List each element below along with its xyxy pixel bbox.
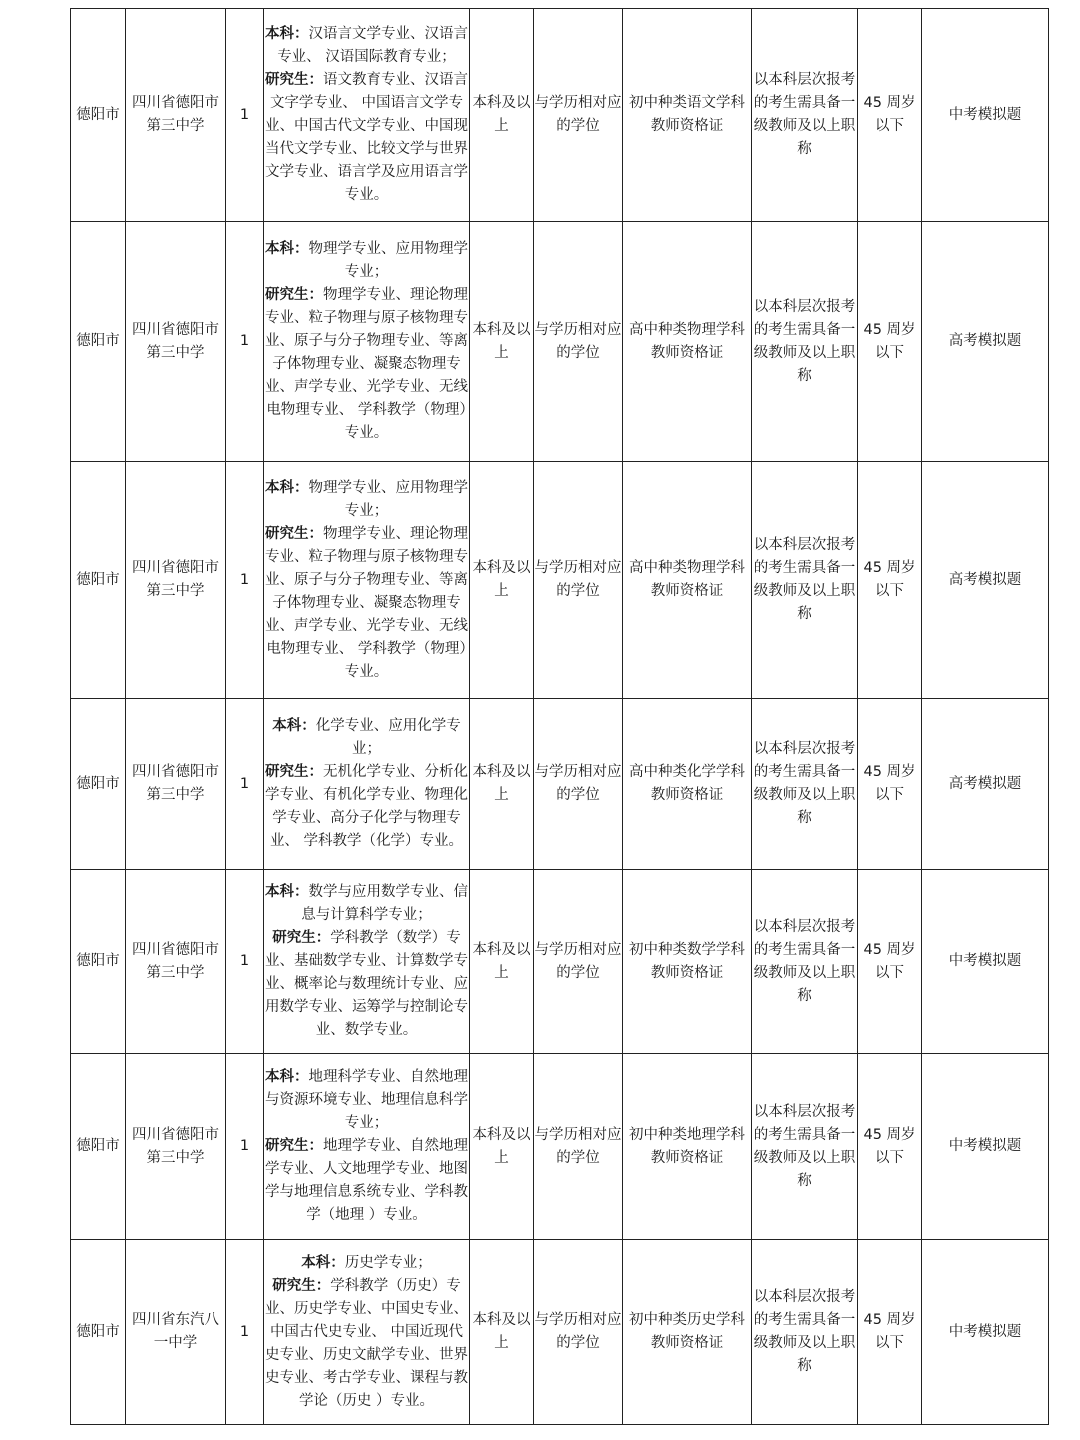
undergrad-label: 本科： (265, 241, 309, 257)
undergrad-majors (264, 715, 469, 761)
grad-label: 研究生： (265, 287, 323, 303)
education-cell: 本科及以上 (470, 462, 534, 699)
table-row (71, 222, 1049, 462)
count-cell: 1 (226, 9, 264, 222)
undergrad-majors (264, 238, 469, 284)
city-cell: 德阳市 (71, 1240, 126, 1425)
age-cell: 45 周岁以下 (858, 699, 922, 870)
recruitment-table (70, 8, 1049, 1425)
grad-majors (264, 927, 469, 1042)
education-cell: 本科及以上 (470, 1240, 534, 1425)
grad-label: 研究生： (272, 930, 331, 946)
grad-text: 地理学专业、自然地理学专业、人文地理学专业、地图学与地理信息系统专业、学科教学（地理 ）专业。 (265, 1138, 468, 1223)
exam-cell: 高考模拟题 (922, 222, 1049, 462)
age-cell: 45 周岁以下 (858, 462, 922, 699)
undergrad-label: 本科： (272, 718, 316, 734)
count-cell: 1 (226, 222, 264, 462)
requirement-cell: 以本科层次报考的考生需具备一级教师及以上职称 (752, 222, 858, 462)
table-row (71, 699, 1049, 870)
education-cell: 本科及以上 (470, 1054, 534, 1240)
exam-cell: 高考模拟题 (922, 462, 1049, 699)
grad-text: 学科教学（历史）专业、历史学专业、中国史专业、中国古代史专业、 中国近现代史专业、历史文献学专业、世界史专业、考古学专业、课程与教学论（历史 ）专业。 (265, 1277, 468, 1409)
grad-label: 研究生： (265, 525, 323, 542)
certificate-cell: 初中种类语文学科教师资格证 (623, 9, 752, 222)
education-cell: 本科及以上 (470, 699, 534, 870)
undergrad-majors (264, 881, 469, 927)
undergrad-text: 数学与应用数学专业、信息与计算科学专业； (301, 884, 468, 923)
count-cell: 1 (226, 462, 264, 699)
undergrad-majors (264, 1252, 469, 1275)
certificate-cell: 高中种类化学学科教师资格证 (623, 699, 752, 870)
grad-label: 研究生： (272, 1277, 331, 1294)
table-row (71, 1240, 1049, 1425)
major-cell (264, 462, 470, 699)
requirement-cell: 以本科层次报考的考生需具备一级教师及以上职称 (752, 870, 858, 1054)
education-cell: 本科及以上 (470, 870, 534, 1054)
grad-majors (264, 523, 469, 684)
table-row (71, 9, 1049, 222)
grad-majors (264, 1135, 469, 1227)
school-cell: 四川省德阳市第三中学 (126, 9, 226, 222)
undergrad-label: 本科： (265, 26, 309, 42)
undergrad-majors (264, 1066, 469, 1135)
grad-label: 研究生： (265, 72, 323, 88)
school-cell: 四川省德阳市第三中学 (126, 462, 226, 699)
undergrad-majors (264, 477, 469, 523)
count-cell: 1 (226, 870, 264, 1054)
undergrad-majors (264, 23, 469, 69)
city-cell: 德阳市 (71, 9, 126, 222)
requirement-cell: 以本科层次报考的考生需具备一级教师及以上职称 (752, 699, 858, 870)
grad-text: 物理学专业、理论物理专业、粒子物理与原子核物理专业、原子与分子物理专业、等离子体物理专业、凝聚态物理专业、声学专业、光学专业、无线电物理专业、 学科教学（物理）专业。 (265, 525, 468, 680)
count-cell: 1 (226, 699, 264, 870)
requirement-cell: 以本科层次报考的考生需具备一级教师及以上职称 (752, 462, 858, 699)
table-row (71, 462, 1049, 699)
undergrad-label: 本科： (265, 884, 309, 900)
grad-majors (264, 761, 469, 853)
grad-majors (264, 69, 469, 207)
grad-majors (264, 1275, 469, 1413)
grad-label: 研究生： (265, 764, 323, 780)
age-cell: 45 周岁以下 (858, 1054, 922, 1240)
age-cell: 45 周岁以下 (858, 222, 922, 462)
city-cell: 德阳市 (71, 699, 126, 870)
requirement-cell: 以本科层次报考的考生需具备一级教师及以上职称 (752, 1054, 858, 1240)
exam-cell: 中考模拟题 (922, 9, 1049, 222)
degree-cell: 与学历相对应的学位 (534, 1240, 623, 1425)
undergrad-text: 汉语言文学专业、汉语言专业、 汉语国际教育专业； (277, 26, 468, 65)
exam-cell: 中考模拟题 (922, 1054, 1049, 1240)
exam-cell: 高考模拟题 (922, 699, 1049, 870)
education-cell: 本科及以上 (470, 222, 534, 462)
grad-text: 学科教学（数学）专业、基础数学专业、计算数学专业、概率论与数理统计专业、应用数学专业、运筹学与控制论专业、数学专业。 (265, 930, 468, 1038)
degree-cell: 与学历相对应的学位 (534, 870, 623, 1054)
school-cell: 四川省东汽八一中学 (126, 1240, 226, 1425)
age-cell: 45 周岁以下 (858, 9, 922, 222)
school-cell: 四川省德阳市第三中学 (126, 222, 226, 462)
major-cell (264, 699, 470, 870)
degree-cell: 与学历相对应的学位 (534, 462, 623, 699)
undergrad-text: 物理学专业、应用物理学专业； (308, 241, 468, 280)
undergrad-text: 化学专业、应用化学专业； (315, 718, 461, 757)
grad-majors (264, 284, 469, 445)
grad-text: 语文教育专业、汉语言文字学专业、 中国语言文学专业、中国古代文学专业、中国现当代文学专业、比较文学与世界文学专业、语言学及应用语言学专业。 (265, 72, 468, 203)
undergrad-text: 历史学专业； (344, 1254, 432, 1271)
certificate-cell: 初中种类数学学科教师资格证 (623, 870, 752, 1054)
degree-cell: 与学历相对应的学位 (534, 699, 623, 870)
major-cell (264, 1054, 470, 1240)
education-cell: 本科及以上 (470, 9, 534, 222)
undergrad-label: 本科： (265, 1069, 309, 1085)
city-cell: 德阳市 (71, 870, 126, 1054)
recruitment-table-page (70, 8, 1048, 1425)
count-cell: 1 (226, 1240, 264, 1425)
certificate-cell: 高中种类物理学科教师资格证 (623, 462, 752, 699)
certificate-cell: 初中种类历史学科教师资格证 (623, 1240, 752, 1425)
major-cell (264, 1240, 470, 1425)
grad-label: 研究生： (265, 1138, 323, 1154)
degree-cell: 与学历相对应的学位 (534, 1054, 623, 1240)
undergrad-label: 本科： (301, 1254, 345, 1271)
exam-cell: 中考模拟题 (922, 870, 1049, 1054)
degree-cell: 与学历相对应的学位 (534, 222, 623, 462)
major-cell (264, 9, 470, 222)
city-cell: 德阳市 (71, 462, 126, 699)
major-cell (264, 870, 470, 1054)
grad-text: 无机化学专业、分析化学专业、有机化学专业、物理化学专业、高分子化学与物理专业、 学科教学（化学）专业。 (265, 764, 468, 849)
grad-text: 物理学专业、理论物理专业、粒子物理与原子核物理专业、原子与分子物理专业、等离子体物理专业、凝聚态物理专业、声学专业、光学专业、无线电物理专业、 学科教学（物理）专业。 (265, 287, 468, 441)
requirement-cell: 以本科层次报考的考生需具备一级教师及以上职称 (752, 1240, 858, 1425)
degree-cell: 与学历相对应的学位 (534, 9, 623, 222)
table-row (71, 870, 1049, 1054)
school-cell: 四川省德阳市第三中学 (126, 699, 226, 870)
school-cell: 四川省德阳市第三中学 (126, 870, 226, 1054)
table-row (71, 1054, 1049, 1240)
certificate-cell: 高中种类物理学科教师资格证 (623, 222, 752, 462)
requirement-cell: 以本科层次报考的考生需具备一级教师及以上职称 (752, 9, 858, 222)
city-cell: 德阳市 (71, 1054, 126, 1240)
exam-cell: 中考模拟题 (922, 1240, 1049, 1425)
undergrad-text: 物理学专业、应用物理学专业； (308, 479, 468, 519)
undergrad-text: 地理科学专业、自然地理与资源环境专业、地理信息科学专业； (265, 1069, 468, 1131)
age-cell: 45 周岁以下 (858, 870, 922, 1054)
major-cell (264, 222, 470, 462)
age-cell: 45 周岁以下 (858, 1240, 922, 1425)
undergrad-label: 本科： (265, 479, 309, 496)
count-cell: 1 (226, 1054, 264, 1240)
certificate-cell: 初中种类地理学科教师资格证 (623, 1054, 752, 1240)
city-cell: 德阳市 (71, 222, 126, 462)
school-cell: 四川省德阳市第三中学 (126, 1054, 226, 1240)
